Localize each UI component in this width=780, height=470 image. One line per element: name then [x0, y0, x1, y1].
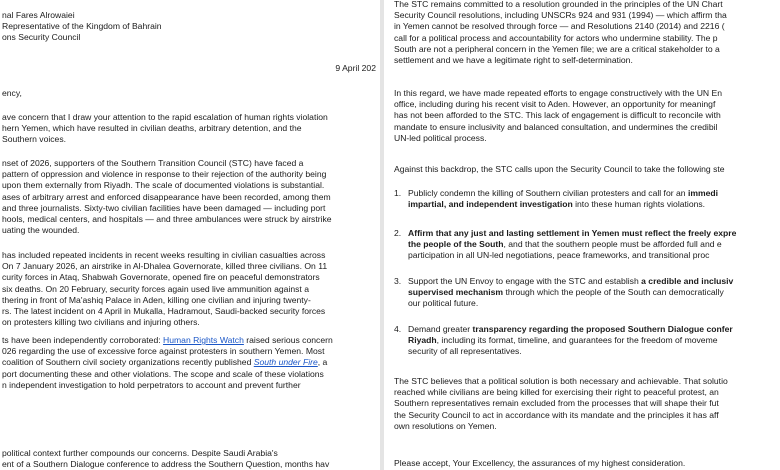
- text-span: coalition of Southern civil society organizations recently published: [2, 357, 254, 368]
- paragraph-oppression: [2, 158, 332, 236]
- text-line: The STC believes that a political solution is both necessary and achievable. That solutio: [394, 376, 728, 386]
- bold-span: the people of the South: [408, 239, 504, 250]
- paragraph-engagement: [394, 88, 722, 144]
- text-line: In this regard, we have made repeated efforts to engage constructively with the UN En: [394, 88, 723, 98]
- text-line: hern Yemen, which have resulted in civilian deaths, arbitrary detention, and the: [2, 123, 302, 134]
- text-line: rs. The latest incident on 4 April in Mukalla, Hadramout, Saudi-backed security forces: [2, 306, 326, 317]
- sender-name: nal Fares Alrowaiei: [2, 10, 75, 20]
- text-line: reached while civilians are being killed for exercising their right to peaceful protest, an: [394, 387, 719, 398]
- text-line: [408, 335, 733, 346]
- text-span: , a: [317, 357, 328, 368]
- text-line: settlement and we have a legitimate right to self-determination.: [394, 55, 633, 66]
- sender-block: [2, 10, 162, 44]
- paragraph-commitment: [394, 0, 727, 66]
- text-line: ases of arbitrary arrest and enforced disappearance have been recorded, among them: [2, 191, 331, 202]
- bold-span: impartial, and independent investigation: [408, 199, 573, 210]
- text-line: on protesters killing two civilians and injuring others.: [2, 317, 200, 328]
- paragraph-corroboration: [2, 335, 333, 391]
- text-span: Support the UN Envoy to engage with the STC and establish: [408, 276, 642, 286]
- text-line: [2, 335, 333, 346]
- text-line: On 7 January 2026, an airstrike in Al-Dhalea Governorate, killed three civilians. On 11: [2, 261, 328, 272]
- text-line: nset of 2026, supporters of the Southern Transition Council (STC) have faced a: [2, 158, 304, 168]
- demand-number: 2.: [394, 228, 402, 238]
- text-span: , and that the southern people must be afforded full and e: [503, 239, 722, 250]
- text-line: South are not a peripheral concern in the Yemen file; we are a critical stakeholder to a: [394, 43, 720, 54]
- text-line: n independent investigation to hold perpetrators to account and prevent further: [2, 379, 301, 390]
- text-line: call for a political process and accountability for actors who undermine stability. The p: [394, 32, 718, 43]
- bold-span: Riyadh: [408, 335, 437, 346]
- text-line: upon them externally from Riyadh. The scale of documented violations is substantial.: [2, 180, 325, 191]
- text-line: Southern representatives remain excluded from the processes that will shape their fut: [394, 398, 719, 409]
- text-span: Demand greater: [408, 324, 473, 334]
- paragraph-escalation: [2, 112, 328, 146]
- text-line: ave concern that I draw your attention to the rapid escalation of human rights violation: [2, 112, 328, 122]
- text-line: and three journalists. Sixty-two civilian facilities have been damaged — including port: [2, 202, 326, 213]
- left-letter-page: [0, 0, 381, 470]
- paragraph-political-context: [2, 448, 329, 470]
- text-line: [408, 287, 733, 298]
- text-line: security of all representatives.: [408, 346, 522, 357]
- demand-number: 4.: [394, 324, 402, 334]
- text-line: [408, 239, 736, 250]
- text-span: Publicly condemn the killing of Southern civilian protesters and call for an: [408, 188, 688, 198]
- text-line: has included repeated incidents in recent weeks resulting in civilian casualties across: [2, 250, 326, 260]
- text-line: 026 regarding the use of excessive force against protesters in southern Yemen. Most: [2, 346, 325, 357]
- text-line: The STC remains committed to a resolution grounded in the principles of the UN Chart: [394, 0, 723, 9]
- paragraph-incidents: [2, 250, 327, 328]
- text-line: thering in front of Ma'ashiq Palace in Aden, killing one civilian and injuring twenty-: [2, 294, 311, 305]
- text-span: through which the people of the South can democratically: [503, 287, 724, 298]
- sender-title: Representative of the Kingdom of Bahrain: [2, 21, 162, 32]
- text-line: in Yemen cannot be resolved through force — and Resolutions 2140 (2014) and 2216 (: [394, 21, 725, 32]
- text-span: into these human rights violations.: [572, 199, 706, 210]
- bold-span: immedi: [687, 188, 719, 198]
- text-line: participation in all UN-led negotiations, peace frameworks, and transitional proc: [408, 250, 710, 261]
- text-line: [408, 228, 736, 239]
- demands-intro: Against this backdrop, the STC calls upon the Security Council to take the following ste: [394, 164, 725, 174]
- human-rights-watch-link[interactable]: Human Rights Watch: [163, 335, 244, 345]
- text-span: ts have been independently corroborated:: [2, 335, 164, 345]
- salutation: ency,: [2, 88, 22, 98]
- bold-span: transparency regarding the proposed Southern Dialogue confer: [472, 324, 733, 334]
- text-line: our political future.: [408, 298, 479, 309]
- demands-list: [394, 188, 780, 368]
- paragraph-conclusion: [394, 376, 728, 432]
- text-line: Southern voices.: [2, 134, 67, 145]
- text-line: political context further compounds our concerns. Despite Saudi Arabia's: [2, 448, 278, 458]
- demand-number: 3.: [394, 276, 402, 286]
- text-span: raised serious concern: [243, 335, 333, 345]
- text-line: own resolutions on Yemen.: [394, 420, 497, 431]
- text-line: port documenting these and other violations. The scope and scale of these violations: [2, 368, 324, 379]
- text-line: [408, 324, 733, 335]
- text-line: pattern of oppression and violence in response to their rejection of the authority being: [2, 169, 327, 180]
- south-under-fire-link[interactable]: South under Fire: [253, 357, 318, 368]
- text-line: Security Council resolutions, including UNSCRs 924 and 931 (1994) — which affirm tha: [394, 10, 727, 21]
- text-line: [408, 276, 733, 287]
- text-line: [2, 357, 333, 368]
- text-line: curity forces in Ataq, Shabwah Governorate, opened fire on peaceful demonstrators: [2, 272, 320, 283]
- text-line: mandate to ensure inclusivity and balanced consultation, and undermines the credibil: [394, 121, 718, 132]
- letter-date: 9 April 202: [335, 63, 376, 73]
- text-line: ent of a Southern Dialogue conference to address the Southern Question, months hav: [2, 459, 330, 470]
- text-line: six deaths. On 20 February, security forces again used live ammunition against a: [2, 283, 309, 294]
- sender-org: ons Security Council: [2, 32, 81, 43]
- closing-line: Please accept, Your Excellency, the assurances of my highest consideration.: [394, 458, 686, 468]
- text-span: , including its format, timeline, and guarantees for the freedom of moveme: [436, 335, 718, 346]
- bold-span: supervised mechanism: [408, 287, 504, 298]
- demand-number: 1.: [394, 188, 402, 198]
- bold-span: Affirm that any just and lasting settlement in Yemen must reflect the freely expre: [408, 228, 737, 238]
- text-line: UN-led political process.: [394, 132, 487, 143]
- text-line: uating the wounded.: [2, 225, 80, 236]
- text-line: hools, medical centers, and hospitals — and three ambulances were struck by airstrike: [2, 214, 332, 225]
- text-line: office, including during his recent visit to Aden. However, an opportunity for meaningf: [394, 99, 716, 110]
- right-letter-page: [384, 0, 780, 470]
- text-line: has not been afforded to the STC. This lack of engagement is difficult to reconcile with: [394, 110, 721, 121]
- text-line: [408, 188, 718, 199]
- bold-span: a credible and inclusiv: [641, 276, 734, 286]
- text-line: [408, 199, 718, 210]
- text-line: the Security Council to act in accordance with its mandate and the principles it has aff: [394, 409, 719, 420]
